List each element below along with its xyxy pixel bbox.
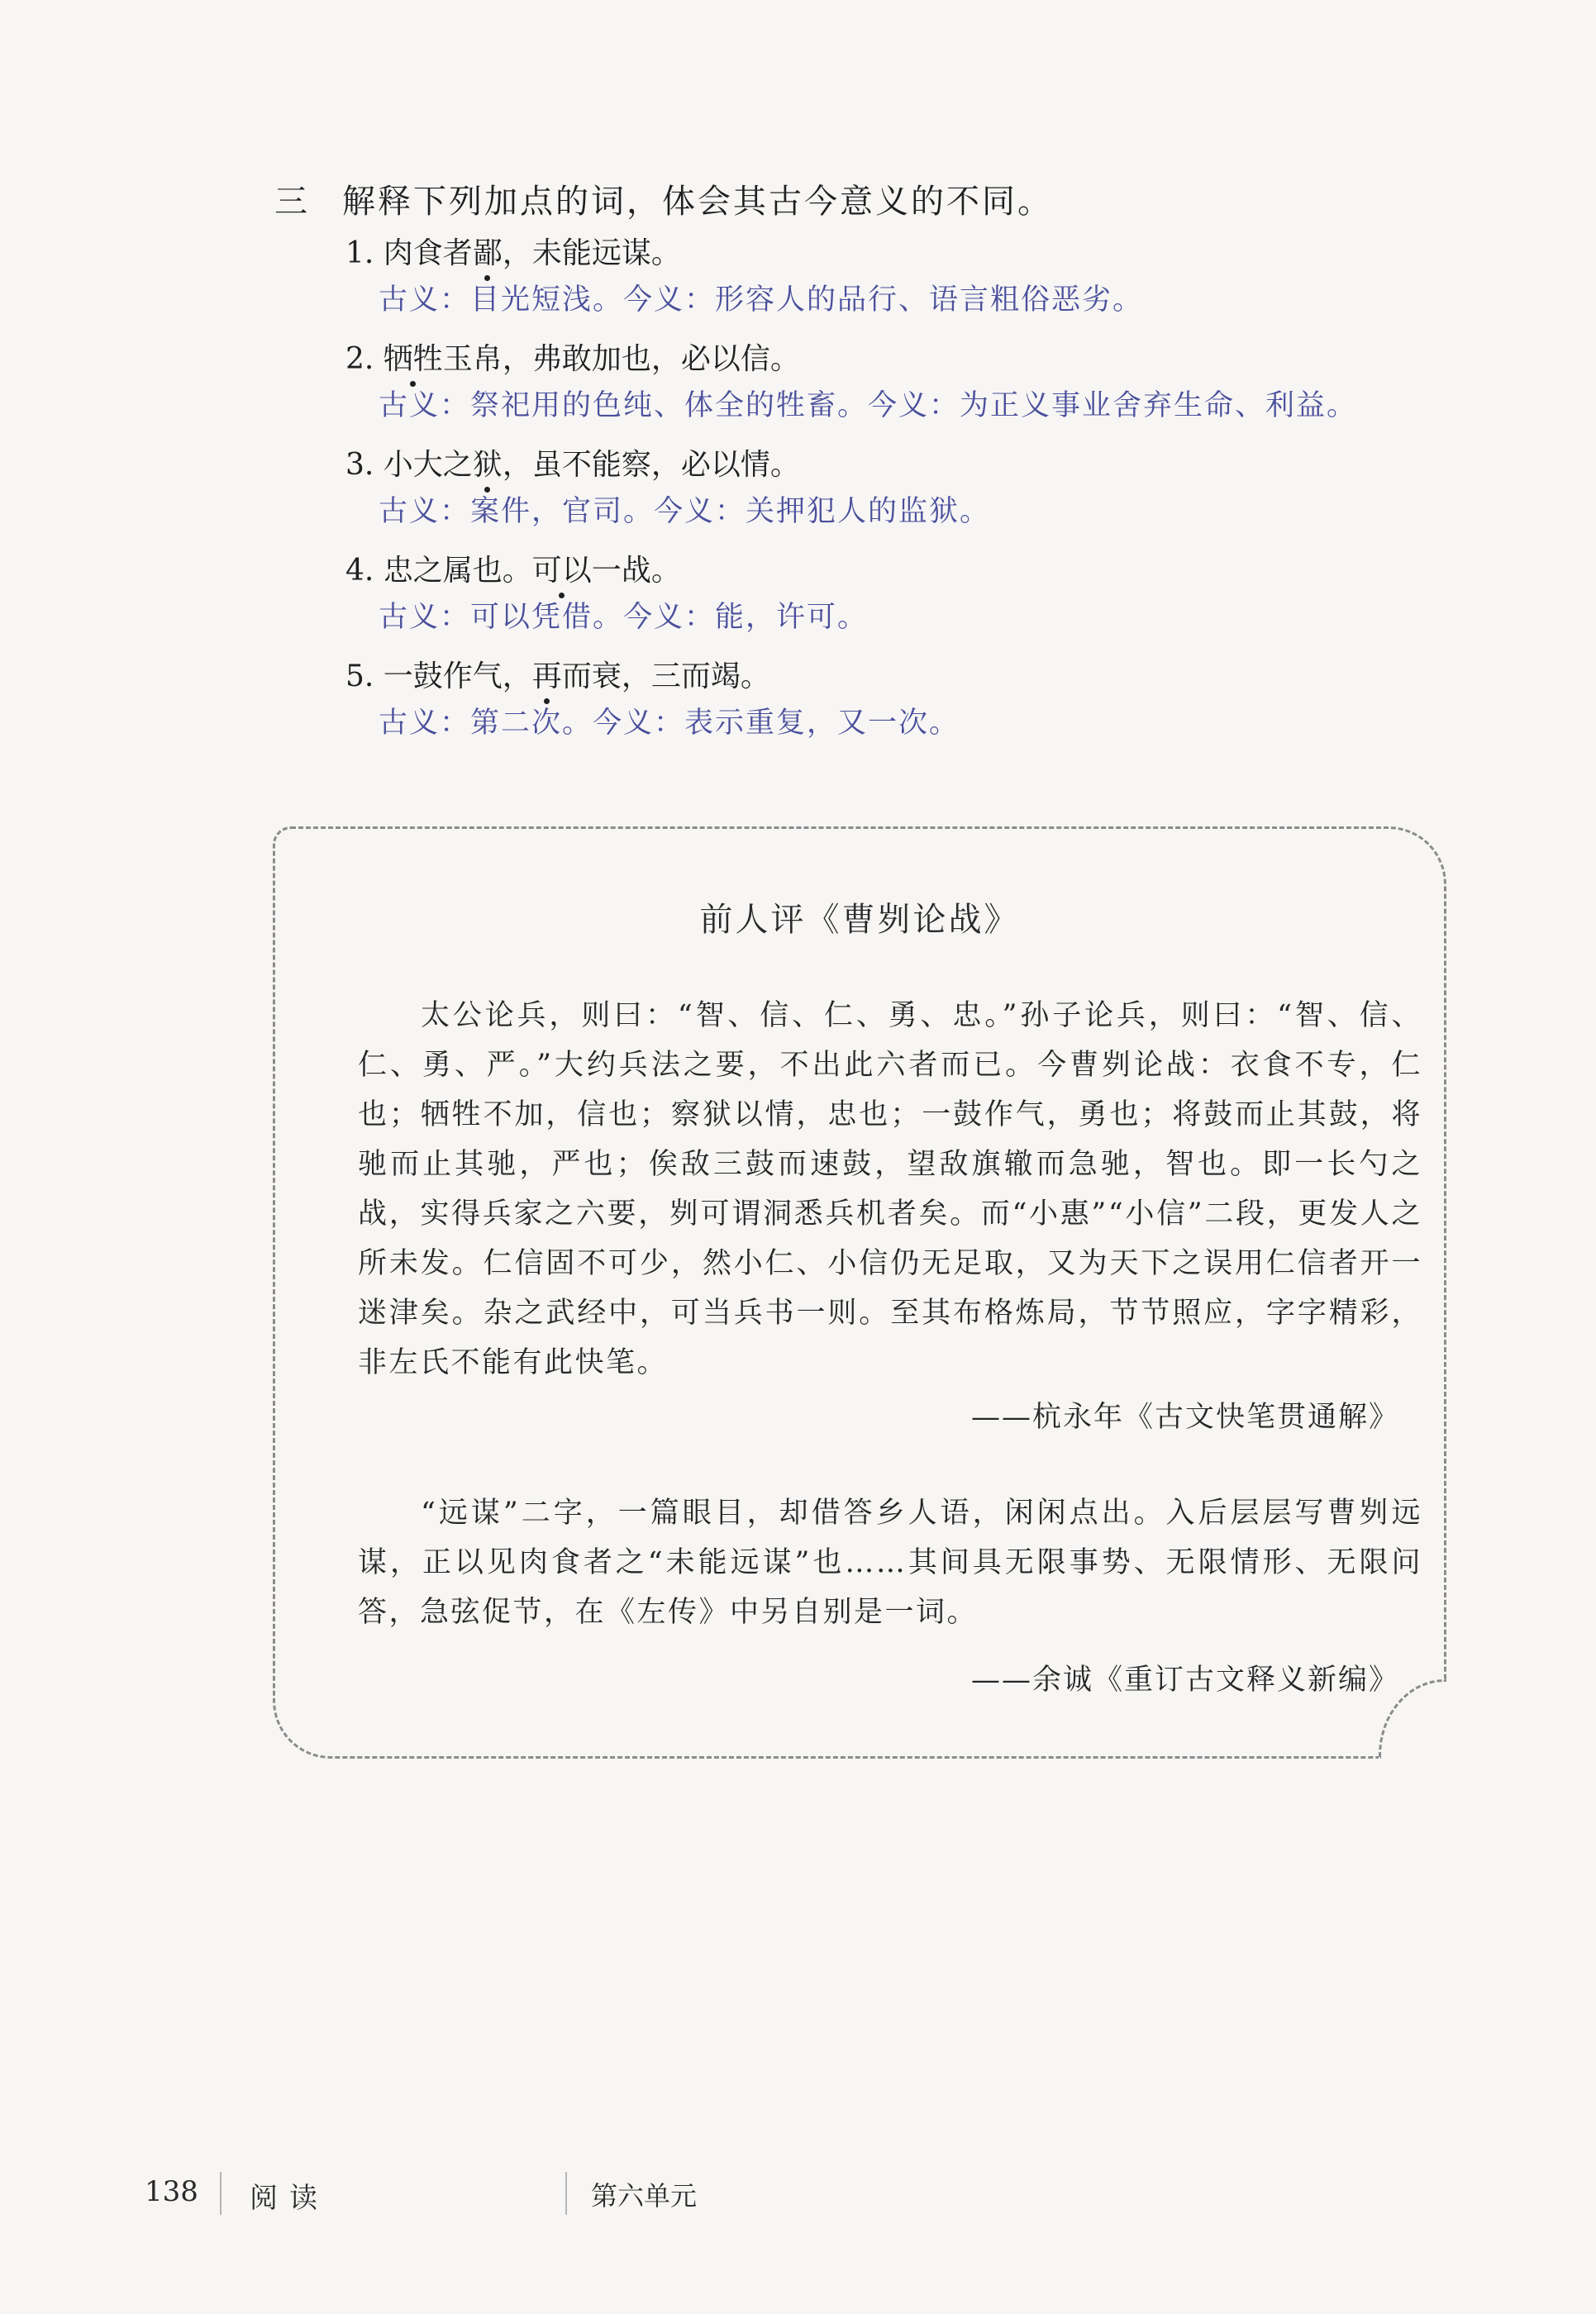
commentary-box <box>273 826 1446 1759</box>
answer-text: 古义：可以凭借。今义：能，许可。 <box>379 601 869 634</box>
exercise-item <box>345 339 1453 445</box>
exercise-list <box>345 233 1453 762</box>
question-text: 4. 忠之属也。可以一战。 <box>345 550 1453 597</box>
question-text: 1. 肉食者鄙，未能远谋。 <box>345 233 1453 279</box>
section-number: 三 <box>274 183 310 221</box>
question-text: 5. 一鼓作气，再而衰，三而竭。 <box>345 656 1453 702</box>
answer-text: 古义：第二次。今义：表示重复，又一次。 <box>379 707 960 740</box>
exercise-item <box>345 550 1453 656</box>
answer-text: 古义：祭祀用的色纯、体全的牲畜。今义：为正义事业舍弃生命、利益。 <box>379 389 1358 422</box>
attribution-1: ——杭永年《古文快笔贯通解》 <box>970 1401 1399 1434</box>
section-heading <box>274 175 1053 222</box>
dotted-word: 再 <box>532 656 562 698</box>
answer-text: 古义：目光短浅。今义：形容人的品行、语言粗俗恶劣。 <box>379 283 1144 317</box>
commentary-paragraph-2: “远谋”二字，一篇眼目，却借答乡人语，闲闲点出。入后层层写曹刿远谋，正以见肉食者之“未能远谋”也……其间具无限事势、无限情形、无限问答，急弦促节，在《左传》中另自别是一词。 <box>358 1497 1422 1629</box>
dotted-word: 牺牲 <box>384 339 443 380</box>
section-title: 解释下列加点的词，体会其古今意义的不同。 <box>342 183 1053 221</box>
question-text: 3. 小大之狱，虽不能察，必以情。 <box>345 445 1453 491</box>
dotted-word: 可以 <box>532 550 592 592</box>
footer-divider <box>220 2172 222 2215</box>
attribution-2: ——余诚《重订古文释义新编》 <box>970 1664 1399 1697</box>
dotted-word: 鄙 <box>473 233 503 274</box>
exercise-item <box>345 656 1453 762</box>
exercise-item <box>345 445 1453 550</box>
box-title: 前人评《曹刿论战》 <box>699 901 1020 939</box>
page-footer <box>0 2172 1596 2221</box>
footer-divider <box>565 2172 567 2215</box>
answer-text: 古义：案件，官司。今义：关押犯人的监狱。 <box>379 495 991 528</box>
footer-section-label: 阅读 <box>250 2182 329 2215</box>
page-number: 138 <box>145 2175 198 2208</box>
commentary-paragraph-1: 太公论兵，则曰：“智、信、仁、勇、忠。”孙子论兵，则曰：“智、信、仁、勇、严。”大约兵法之要，不出此六者而已。今曹刿论战：衣食不专，仁也；牺牲不加，信也；察狱以情，忠也；一鼓作气，勇也；将鼓而止其鼓，将驰而止其驰，严也；俟敌三鼓而速鼓，望敌旗辙而急驰，智也。即一长勺之战，实得兵家之六要，刿可谓洞悉兵机者矣。而“小惠”“小信”二段，更发人之所未发。仁信固不可少，然小仁、小信仍无足取，又为天下之误用仁信者开一迷津矣。杂之武经中，可当兵书一则。至其布格炼局，节节照应，字字精彩，非左氏不能有此快笔。 <box>358 999 1422 1379</box>
dotted-word: 狱 <box>473 445 503 486</box>
footer-unit-label: 第六单元 <box>591 2180 698 2212</box>
question-text: 2. 牺牲玉帛，弗敢加也，必以信。 <box>345 339 1453 385</box>
exercise-item <box>345 233 1453 339</box>
